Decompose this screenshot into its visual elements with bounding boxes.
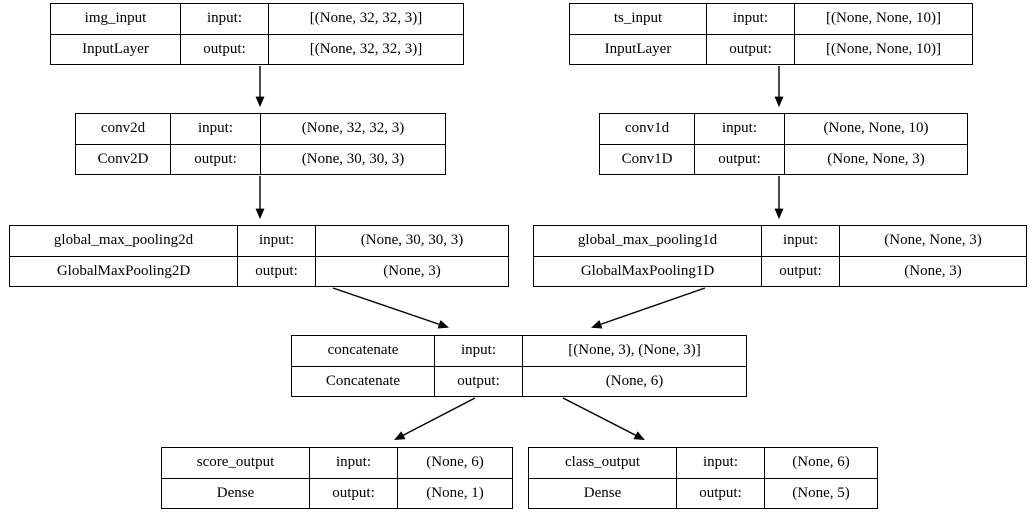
node-input-label: input: [310, 448, 398, 478]
node-input-label: input: [435, 336, 523, 366]
node-input-label: input: [171, 114, 261, 144]
node-output-label: output: [435, 367, 523, 397]
node-row-input [600, 114, 967, 145]
node-output-shape: [(None, 32, 32, 3)] [309, 40, 423, 57]
node-row-input [529, 448, 877, 479]
node-name: class_output [529, 448, 677, 478]
node-name: img_input [51, 4, 181, 34]
node-output-label: output: [171, 145, 261, 175]
node-output-label: output: [677, 479, 765, 509]
node-type: Concatenate [292, 367, 435, 397]
graph-node-conv2d [75, 113, 446, 175]
node-output-shape: (None, 3) [904, 262, 962, 279]
graph-node-global_max_pooling2d [9, 225, 509, 287]
node-input-label: input: [695, 114, 785, 144]
node-row-output [76, 145, 445, 175]
node-row-input [292, 336, 746, 367]
node-input-shape: [(None, 3), (None, 3)] [568, 342, 701, 359]
node-row-output [162, 479, 512, 509]
node-type: Dense [162, 479, 310, 509]
graph-node-class_output [528, 447, 878, 509]
node-output-label: output: [238, 257, 316, 287]
graph-node-score_output [161, 447, 513, 509]
node-name: conv2d [76, 114, 171, 144]
node-input-shape: (None, None, 10) [823, 120, 929, 137]
node-input-label: input: [762, 226, 840, 256]
node-row-input [10, 226, 508, 257]
edge-concatenate-to-class-output [563, 398, 643, 439]
node-input-shape: (None, None, 3) [884, 232, 982, 249]
node-name: global_max_pooling1d [534, 226, 762, 256]
node-output-shape: (None, 3) [383, 262, 441, 279]
node-input-label: input: [181, 4, 269, 34]
graph-node-ts_input [569, 3, 973, 65]
node-input-shape: (None, 6) [792, 454, 850, 471]
node-type: Conv1D [600, 145, 695, 175]
graph-node-global_max_pooling1d [533, 225, 1027, 287]
node-input-shape: (None, 30, 30, 3) [360, 232, 464, 249]
node-output-shape: (None, 30, 30, 3) [301, 150, 405, 167]
node-row-input [162, 448, 512, 479]
node-type: Conv2D [76, 145, 171, 175]
node-input-shape: (None, 6) [426, 454, 484, 471]
node-output-shape: (None, 6) [605, 372, 664, 389]
node-row-output [10, 257, 508, 287]
graph-node-img_input [50, 3, 464, 65]
edge-gmp1d-to-concatenate [593, 288, 705, 327]
node-output-label: output: [181, 35, 269, 65]
node-type: InputLayer [51, 35, 181, 65]
node-type: Dense [529, 479, 677, 509]
node-name: conv1d [600, 114, 695, 144]
node-row-output [51, 35, 463, 65]
node-name: score_output [162, 448, 310, 478]
node-row-input [51, 4, 463, 35]
edge-concatenate-to-score-output [396, 398, 475, 439]
node-type: GlobalMaxPooling2D [10, 257, 238, 287]
node-name: concatenate [292, 336, 435, 366]
node-output-shape: (None, 1) [426, 484, 484, 501]
node-row-output [600, 145, 967, 175]
node-output-shape: [(None, None, 10)] [826, 40, 941, 57]
node-output-label: output: [762, 257, 840, 287]
node-row-output [570, 35, 972, 65]
graph-node-concatenate [291, 335, 747, 397]
node-type: InputLayer [570, 35, 707, 65]
node-input-shape: [(None, 32, 32, 3)] [309, 10, 423, 27]
node-name: global_max_pooling2d [10, 226, 238, 256]
graph-node-conv1d [599, 113, 968, 175]
node-output-shape: (None, 5) [792, 484, 850, 501]
node-row-output [292, 367, 746, 397]
node-input-label: input: [677, 448, 765, 478]
node-output-shape: (None, None, 3) [827, 150, 925, 167]
node-output-label: output: [695, 145, 785, 175]
node-row-input [570, 4, 972, 35]
node-row-output [529, 479, 877, 509]
node-row-input [76, 114, 445, 145]
node-input-label: input: [238, 226, 316, 256]
node-input-shape: (None, 32, 32, 3) [301, 120, 405, 137]
node-output-label: output: [707, 35, 795, 65]
node-input-shape: [(None, None, 10)] [826, 10, 941, 27]
node-output-label: output: [310, 479, 398, 509]
edge-gmp2d-to-concatenate [333, 288, 447, 327]
node-type: GlobalMaxPooling1D [534, 257, 762, 287]
node-name: ts_input [570, 4, 707, 34]
node-row-output [534, 257, 1026, 287]
node-row-input [534, 226, 1026, 257]
node-input-label: input: [707, 4, 795, 34]
